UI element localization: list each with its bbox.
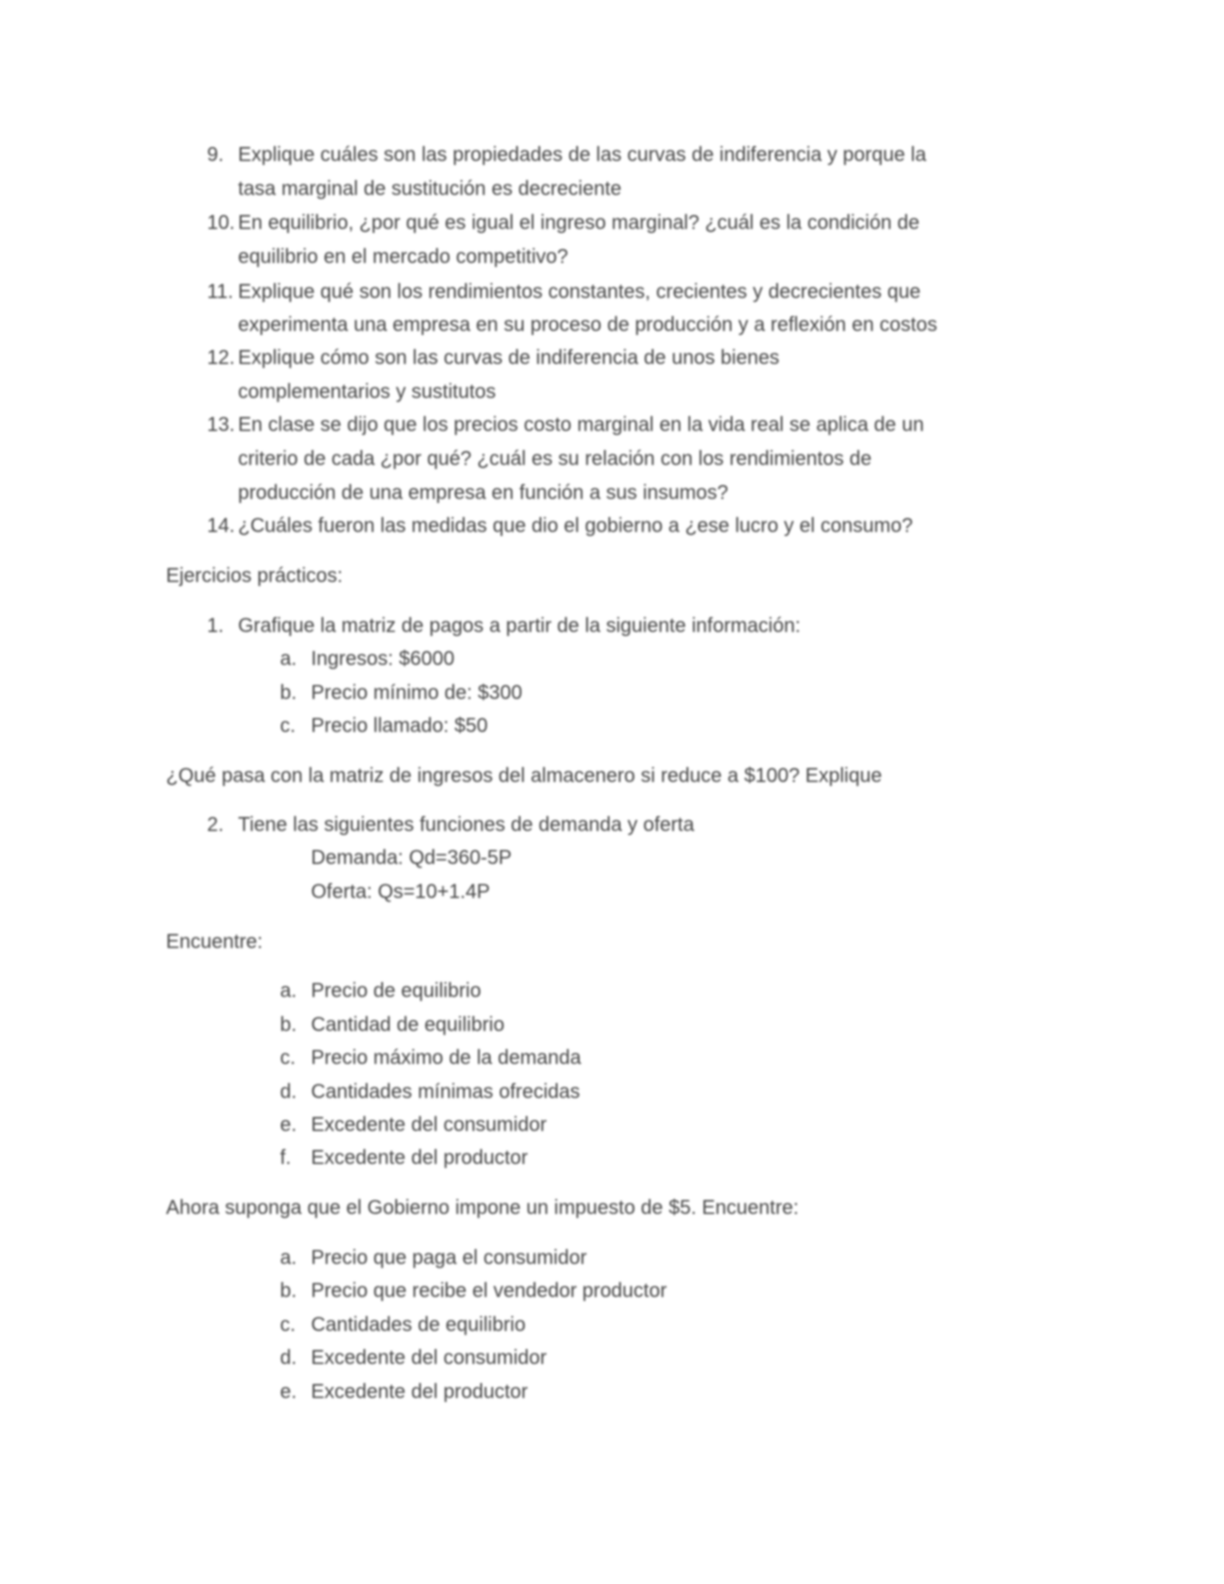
question-line: tasa marginal de sustitución es decreciente <box>238 178 622 200</box>
list-item-letter: a. <box>280 648 297 670</box>
list-item: Excedente del productor <box>311 1147 528 1169</box>
list-item-letter: a. <box>280 980 297 1002</box>
exercise-text: Tiene las siguientes funciones de demanda y oferta <box>238 814 695 836</box>
question-line: ¿Cuáles fueron las medidas que dio el gobierno a ¿ese lucro y el consumo? <box>238 515 913 537</box>
exercise-number: 2. <box>207 814 224 836</box>
list-item-letter: c. <box>280 715 296 737</box>
list-item-letter: d. <box>280 1081 297 1103</box>
list-item: Precio que recibe el vendedor productor <box>311 1280 667 1302</box>
list-item-letter: a. <box>280 1247 297 1269</box>
list-item-letter: b. <box>280 1280 297 1302</box>
list-item: Excedente del consumidor <box>311 1114 547 1136</box>
list-item-letter: f. <box>280 1147 292 1169</box>
question-line: Explique qué son los rendimientos constantes, crecientes y decrecientes que <box>238 281 921 303</box>
question-number: 13. <box>207 414 235 436</box>
section-heading-tax: Ahora suponga que el Gobierno impone un impuesto de $5. Encuentre: <box>166 1197 799 1219</box>
section-heading-find: Encuentre: <box>166 931 263 953</box>
list-item: Excedente del consumidor <box>311 1347 547 1369</box>
exercise-number: 1. <box>207 615 224 637</box>
exercise-text: Grafique la matriz de pagos a partir de la siguiente información: <box>238 615 801 637</box>
list-item-letter: d. <box>280 1347 297 1369</box>
follow-up-question: ¿Qué pasa con la matriz de ingresos del almacenero si reduce a $100? Explique <box>166 765 882 787</box>
question-line: Explique cómo son las curvas de indiferencia de unos bienes <box>238 347 780 369</box>
equation-demand: Demanda: Qd=360-5P <box>311 847 512 869</box>
list-item: Precio llamado: $50 <box>311 715 488 737</box>
question-line: En equilibrio, ¿por qué es igual el ingreso marginal? ¿cuál es la condición de <box>238 212 920 234</box>
question-line: equilibrio en el mercado competitivo? <box>238 246 569 268</box>
list-item: Precio máximo de la demanda <box>311 1047 582 1069</box>
question-line: experimenta una empresa en su proceso de producción y a reflexión en costos <box>238 314 938 336</box>
question-line: En clase se dijo que los precios costo marginal en la vida real se aplica de un <box>238 414 924 436</box>
question-line: criterio de cada ¿por qué? ¿cuál es su relación con los rendimientos de <box>238 448 872 470</box>
list-item: Precio mínimo de: $300 <box>311 682 523 704</box>
question-line: complementarios y sustitutos <box>238 381 496 403</box>
list-item: Cantidades mínimas ofrecidas <box>311 1081 581 1103</box>
list-item: Excedente del productor <box>311 1381 528 1403</box>
list-item: Precio de equilibrio <box>311 980 482 1002</box>
list-item-letter: b. <box>280 682 297 704</box>
question-number: 9. <box>207 144 224 166</box>
list-item-letter: b. <box>280 1014 297 1036</box>
equation-supply: Oferta: Qs=10+1.4P <box>311 881 490 903</box>
question-number: 14. <box>207 515 235 537</box>
question-line: Explique cuáles son las propiedades de las curvas de indiferencia y porque la <box>238 144 927 166</box>
list-item-letter: c. <box>280 1314 296 1336</box>
list-item-letter: e. <box>280 1381 297 1403</box>
list-item-letter: e. <box>280 1114 297 1136</box>
list-item: Cantidades de equilibrio <box>311 1314 526 1336</box>
section-heading-exercises: Ejercicios prácticos: <box>166 565 343 587</box>
list-item: Precio que paga el consumidor <box>311 1247 587 1269</box>
list-item-letter: c. <box>280 1047 296 1069</box>
question-number: 11. <box>207 281 234 303</box>
list-item: Ingresos: $6000 <box>311 648 455 670</box>
question-number: 12. <box>207 347 235 369</box>
question-line: producción de una empresa en función a sus insumos? <box>238 482 729 504</box>
list-item: Cantidad de equilibrio <box>311 1014 505 1036</box>
question-number: 10. <box>207 212 235 234</box>
